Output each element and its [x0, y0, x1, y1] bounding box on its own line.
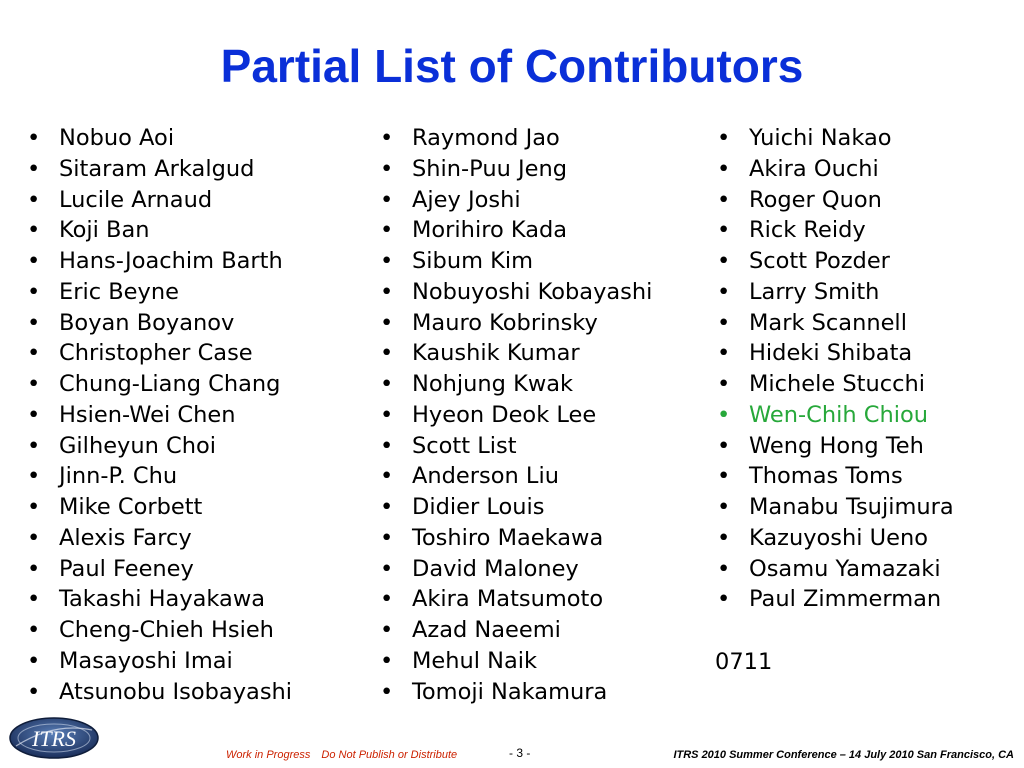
contributor-name: Boyan Boyanov — [59, 309, 235, 336]
bullet-icon: • — [380, 524, 394, 551]
contributor-name: Tomoji Nakamura — [412, 678, 608, 705]
bullet-icon: • — [27, 494, 41, 520]
contributor-name: Rick Reidy — [749, 217, 866, 244]
bullet-icon: • — [27, 617, 41, 643]
contributor-item — [715, 185, 954, 216]
contributor-name: Azad Naeemi — [412, 617, 561, 643]
contributor-item — [378, 123, 652, 154]
contributor-name: Jinn-P. Chu — [59, 463, 178, 490]
bullet-icon: • — [717, 371, 731, 397]
bullet-icon: • — [717, 555, 731, 582]
slide-code: 0711 — [715, 649, 773, 675]
bullet-icon: • — [380, 248, 394, 274]
footer-do-not-publish: Do Not Publish or Distribute — [321, 749, 458, 761]
contributor-name: Anderson Liu — [412, 463, 559, 490]
bullet-icon: • — [27, 155, 41, 182]
bullet-icon: • — [380, 125, 394, 151]
contributor-name: Toshiro Maekawa — [412, 524, 604, 551]
contributor-item — [378, 308, 652, 339]
contributor-name: David Maloney — [412, 555, 579, 582]
contributor-name: Didier Louis — [412, 494, 545, 520]
contributor-item — [25, 246, 292, 277]
contributor-name: Nobuyoshi Kobayashi — [412, 278, 653, 305]
contributor-item — [715, 400, 954, 431]
contributor-item — [378, 215, 652, 246]
contributor-name: Michele Stucchi — [749, 371, 926, 397]
contributor-name: Paul Zimmerman — [749, 586, 942, 613]
contributors-column-3 — [715, 123, 954, 615]
contributor-item — [715, 523, 954, 554]
bullet-icon: • — [717, 155, 731, 182]
bullet-icon: • — [380, 155, 394, 182]
contributors-column-2 — [378, 123, 652, 707]
contributor-item — [25, 308, 292, 339]
bullet-icon: • — [717, 340, 731, 367]
bullet-icon: • — [380, 617, 394, 643]
bullet-icon: • — [27, 186, 41, 213]
contributor-item — [715, 369, 954, 400]
bullet-icon: • — [717, 586, 731, 613]
bullet-icon: • — [717, 125, 731, 151]
contributor-item — [378, 277, 652, 308]
bullet-icon: • — [380, 463, 394, 490]
bullet-icon: • — [380, 494, 394, 520]
contributor-item — [378, 338, 652, 369]
contributor-item — [378, 615, 652, 646]
itrs-logo — [8, 716, 100, 760]
contributor-name: Cheng-Chieh Hsieh — [59, 617, 274, 643]
contributor-item — [715, 246, 954, 277]
bullet-icon: • — [380, 647, 394, 674]
contributor-name: Lucile Arnaud — [59, 186, 213, 213]
bullet-icon: • — [27, 647, 41, 674]
contributor-item — [25, 277, 292, 308]
bullet-icon: • — [27, 555, 41, 582]
bullet-icon: • — [380, 555, 394, 582]
contributor-name: Sitaram Arkalgud — [59, 155, 255, 182]
bullet-icon: • — [27, 248, 41, 274]
contributor-name: Roger Quon — [749, 186, 882, 213]
contributor-item — [715, 492, 954, 523]
footer-notice — [226, 749, 457, 761]
contributor-item — [25, 461, 292, 492]
bullet-icon: • — [27, 125, 41, 151]
contributor-name: Hans-Joachim Barth — [59, 248, 283, 274]
bullet-icon: • — [27, 309, 41, 336]
contributor-name: Morihiro Kada — [412, 217, 568, 244]
contributor-item — [378, 492, 652, 523]
contributor-item — [378, 154, 652, 185]
bullet-icon: • — [717, 186, 731, 213]
contributor-name: Hideki Shibata — [749, 340, 913, 367]
contributor-item — [25, 123, 292, 154]
bullet-icon: • — [717, 309, 731, 336]
contributor-name: Nobuo Aoi — [59, 125, 175, 151]
contributor-name: Mike Corbett — [59, 494, 203, 520]
contributor-item — [25, 615, 292, 646]
bullet-icon: • — [380, 217, 394, 244]
page-number: - 3 - — [509, 746, 531, 760]
contributor-item — [25, 492, 292, 523]
bullet-icon: • — [380, 586, 394, 613]
contributor-item — [25, 646, 292, 677]
contributor-item — [715, 431, 954, 462]
bullet-icon: • — [27, 217, 41, 244]
contributor-item — [378, 646, 652, 677]
contributor-item — [378, 185, 652, 216]
bullet-icon: • — [380, 371, 394, 397]
contributor-name: Koji Ban — [59, 217, 150, 244]
contributor-item — [715, 154, 954, 185]
contributor-name: Masayoshi Imai — [59, 647, 233, 674]
bullet-icon: • — [27, 678, 41, 705]
bullet-icon: • — [27, 463, 41, 490]
contributor-item — [25, 215, 292, 246]
footer-work-in-progress: Work in Progress — [226, 749, 311, 761]
bullet-icon: • — [717, 524, 731, 551]
contributor-item — [378, 369, 652, 400]
slide-title: Partial List of Contributors — [220, 40, 804, 92]
contributor-item — [378, 431, 652, 462]
contributor-name: Kaushik Kumar — [412, 340, 580, 367]
bullet-icon: • — [380, 678, 394, 705]
contributor-item — [25, 523, 292, 554]
contributor-name: Takashi Hayakawa — [59, 586, 266, 613]
contributor-item — [378, 246, 652, 277]
bullet-icon: • — [27, 586, 41, 613]
contributor-item — [715, 215, 954, 246]
contributor-name: Akira Matsumoto — [412, 586, 604, 613]
contributor-item — [378, 677, 652, 708]
bullet-icon: • — [380, 432, 394, 459]
contributors-column-1 — [25, 123, 292, 707]
contributor-item — [378, 554, 652, 585]
contributor-item — [25, 369, 292, 400]
bullet-icon: • — [27, 371, 41, 397]
contributor-name: Wen-Chih Chiou — [749, 401, 929, 428]
contributor-name: Shin-Puu Jeng — [412, 155, 568, 182]
contributor-item — [378, 584, 652, 615]
bullet-icon: • — [717, 401, 731, 428]
contributor-name: Raymond Jao — [412, 125, 560, 151]
contributor-name: Kazuyoshi Ueno — [749, 524, 929, 551]
contributor-name: Nohjung Kwak — [412, 371, 574, 397]
contributor-item — [715, 123, 954, 154]
bullet-icon: • — [380, 186, 394, 213]
contributor-name: Atsunobu Isobayashi — [59, 678, 293, 705]
contributor-name: Chung-Liang Chang — [59, 371, 281, 397]
contributor-item — [25, 154, 292, 185]
contributor-name: Akira Ouchi — [749, 155, 879, 182]
bullet-icon: • — [380, 278, 394, 305]
bullet-icon: • — [380, 401, 394, 428]
logo-text: ITRS — [32, 726, 76, 751]
bullet-icon: • — [717, 432, 731, 459]
contributor-name: Scott Pozder — [749, 248, 890, 274]
bullet-icon: • — [717, 463, 731, 490]
contributor-item — [378, 400, 652, 431]
contributor-item — [25, 677, 292, 708]
bullet-icon: • — [27, 340, 41, 367]
contributor-name: Yuichi Nakao — [749, 125, 892, 151]
bullet-icon: • — [380, 309, 394, 336]
contributor-name: Mauro Kobrinsky — [412, 309, 598, 336]
contributor-name: Sibum Kim — [412, 248, 534, 274]
contributor-name: Eric Beyne — [59, 278, 179, 305]
contributor-name: Mehul Naik — [412, 647, 538, 674]
contributor-name: Alexis Farcy — [59, 524, 192, 551]
contributor-item — [25, 584, 292, 615]
contributor-item — [715, 554, 954, 585]
contributor-name: Christopher Case — [59, 340, 253, 367]
contributor-item — [25, 554, 292, 585]
contributor-name: Scott List — [412, 432, 517, 459]
contributor-name: Hyeon Deok Lee — [412, 401, 597, 428]
bullet-icon: • — [717, 248, 731, 274]
contributor-item — [378, 523, 652, 554]
contributor-name: Ajey Joshi — [412, 186, 521, 213]
contributor-name: Weng Hong Teh — [749, 432, 924, 459]
bullet-icon: • — [717, 494, 731, 520]
bullet-icon: • — [27, 432, 41, 459]
contributor-name: Osamu Yamazaki — [749, 555, 941, 582]
contributor-item — [715, 308, 954, 339]
contributor-item — [378, 461, 652, 492]
contributor-item — [25, 185, 292, 216]
bullet-icon: • — [27, 524, 41, 551]
bullet-icon: • — [717, 217, 731, 244]
contributor-item — [25, 338, 292, 369]
bullet-icon: • — [27, 278, 41, 305]
contributor-item — [25, 431, 292, 462]
contributor-name: Thomas Toms — [749, 463, 903, 490]
contributor-item — [715, 277, 954, 308]
contributor-name: Manabu Tsujimura — [749, 494, 954, 520]
contributor-item — [715, 584, 954, 615]
contributor-name: Mark Scannell — [749, 309, 907, 336]
contributor-item — [25, 400, 292, 431]
bullet-icon: • — [27, 401, 41, 428]
bullet-icon: • — [380, 340, 394, 367]
contributor-name: Gilheyun Choi — [59, 432, 217, 459]
footer-conference: ITRS 2010 Summer Conference – 14 July 2010 San Francisco, CA — [673, 749, 1014, 761]
contributor-name: Paul Feeney — [59, 555, 194, 582]
bullet-icon: • — [717, 278, 731, 305]
contributor-name: Hsien-Wei Chen — [59, 401, 236, 428]
contributor-item — [715, 461, 954, 492]
contributor-item — [715, 338, 954, 369]
contributor-name: Larry Smith — [749, 278, 880, 305]
